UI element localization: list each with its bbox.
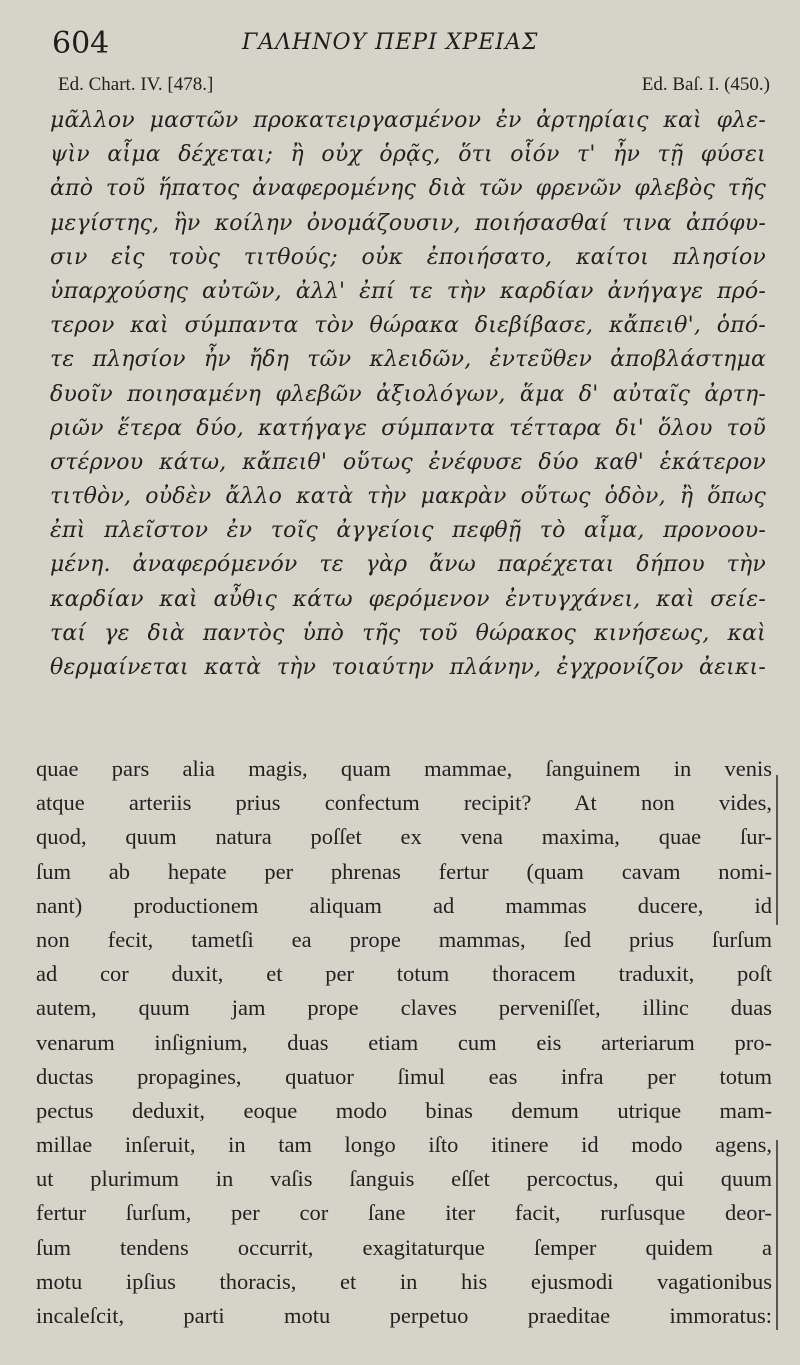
edition-basel-reference: Ed. Baſ. I. (450.)	[641, 74, 770, 95]
latin-line: fertur ſurſum, per cor ſane iter facit, rurſusque deor-	[36, 1200, 772, 1226]
running-title: ΓΑΛΗΝΟΥ ΠΕΡΙ ΧΡΕΙΑΣ	[242, 30, 539, 55]
greek-line: δυοῖν ποιησαμένη φλεβῶν ἀξιολόγων, ἅμα δ' αὐταῖς ἀρτη-	[50, 381, 766, 407]
greek-line: τε πλησίον ἦν ἤδη τῶν κλειδῶν, ἐντεῦθεν ἀποβλάστημα	[50, 347, 766, 373]
greek-line: σιν εἰς τοὺς τιτθούς; οὐκ ἐποιήσατο, καίτοι πλησίον	[50, 244, 766, 270]
latin-line: ductas propagines, quatuor ſimul eas infra per totum	[36, 1063, 772, 1089]
greek-line: στέρνου κάτω, κἄπειθ' οὕτως ἐνέφυσε δύο καθ' ἑκάτερον	[50, 449, 766, 475]
greek-text-block	[50, 104, 766, 685]
edition-chart-reference: Ed. Chart. IV. [478.]	[58, 74, 214, 95]
greek-line: ταί γε διὰ παντὸς ὑπὸ τῆς τοῦ θώρακος κινήσεως, καὶ	[50, 620, 766, 646]
greek-line: θερμαίνεται κατὰ τὴν τοιαύτην πλάνην, ἐγχρονίζον ἀεικι-	[50, 655, 766, 680]
greek-line: ἐπὶ πλεῖστον ἐν τοῖς ἀγγείοις πεφθῇ τὸ αἷμα, προνοου-	[50, 518, 766, 544]
latin-line: millae inſeruit, in tam longo iſto itinere id modo agens,	[36, 1132, 772, 1158]
greek-line: καρδίαν καὶ αὖθις κάτω φερόμενον ἐντυγχάνει, καὶ σείε-	[50, 586, 766, 612]
latin-line: non fecit, tametſi ea prope mammas, ſed prius ſurſum	[36, 926, 772, 952]
edition-reference	[58, 74, 770, 102]
greek-line: ὑπαρχούσης αὐτῶν, ἀλλ' ἐπί τε τὴν καρδίαν ἀνήγαγε πρό-	[50, 278, 766, 304]
running-head	[52, 26, 764, 62]
latin-line: motu ipſius thoracis, et in his ejusmodi vagationibus	[36, 1268, 772, 1294]
greek-line: τερον καὶ σύμπαντα τὸν θώρακα διεβίβασε, κἄπειθ', ὁπό-	[50, 313, 766, 339]
greek-line: ψὶν αἷμα δέχεται; ἢ οὐχ ὁρᾷς, ὅτι οἷόν τ' ἦν τῇ φύσει	[50, 142, 766, 168]
greek-line: ριῶν ἕτερα δύο, κατήγαγε σύμπαντα τέτταρα δι' ὅλου τοῦ	[50, 415, 766, 441]
latin-line: quod, quum natura poſſet ex vena maxima, quae ſur-	[36, 824, 772, 850]
greek-line: ἀπὸ τοῦ ἥπατος ἀναφερομένης διὰ τῶν φρενῶν φλεβὸς τῆς	[50, 176, 766, 202]
greek-line: μένη. ἀναφερόμενόν τε γὰρ ἄνω παρέχεται δήπου τὴν	[50, 552, 766, 578]
greek-line: μεγίστης, ἣν κοίλην ὀνομάζουσιν, ποιήσασθαί τινα ἀπόφυ-	[50, 210, 766, 236]
latin-line: autem, quum jam prope claves perveniſſet, illinc duas	[36, 995, 772, 1021]
page-number: 604	[52, 26, 110, 61]
latin-line: nant) productionem aliquam ad mammas ducere, id	[36, 892, 772, 918]
greek-line: μᾶλλον μαστῶν προκατειργασμένον ἐν ἀρτηρίαις καὶ φλε-	[50, 108, 766, 133]
greek-line: τιτθὸν, οὐδὲν ἄλλο κατὰ τὴν μακρὰν οὕτως ὁδὸν, ἢ ὅπως	[50, 484, 766, 510]
latin-line: venarum inſignium, duas etiam cum eis arteriarum pro-	[36, 1029, 772, 1055]
latin-line: pectus deduxit, eoque modo binas demum utrique mam-	[36, 1097, 772, 1123]
margin-rule	[776, 1140, 778, 1330]
margin-rule	[776, 775, 778, 925]
latin-line: ſum ab hepate per phrenas fertur (quam cavam nomi-	[36, 858, 772, 884]
latin-line: ut plurimum in vaſis ſanguis eſſet percoctus, qui quum	[36, 1166, 772, 1192]
latin-line: incaleſcit, parti motu perpetuo praeditae immoratus:	[36, 1303, 772, 1328]
latin-line: ad cor duxit, et per totum thoracem traduxit, poſt	[36, 961, 772, 987]
latin-text-block	[36, 752, 772, 1333]
latin-line: atque arteriis prius confectum recipit? At non vides,	[36, 790, 772, 816]
latin-line: quae pars alia magis, quam mammae, ſanguinem in venis	[36, 756, 772, 781]
latin-line: ſum tendens occurrit, exagitaturque ſemper quidem a	[36, 1234, 772, 1260]
